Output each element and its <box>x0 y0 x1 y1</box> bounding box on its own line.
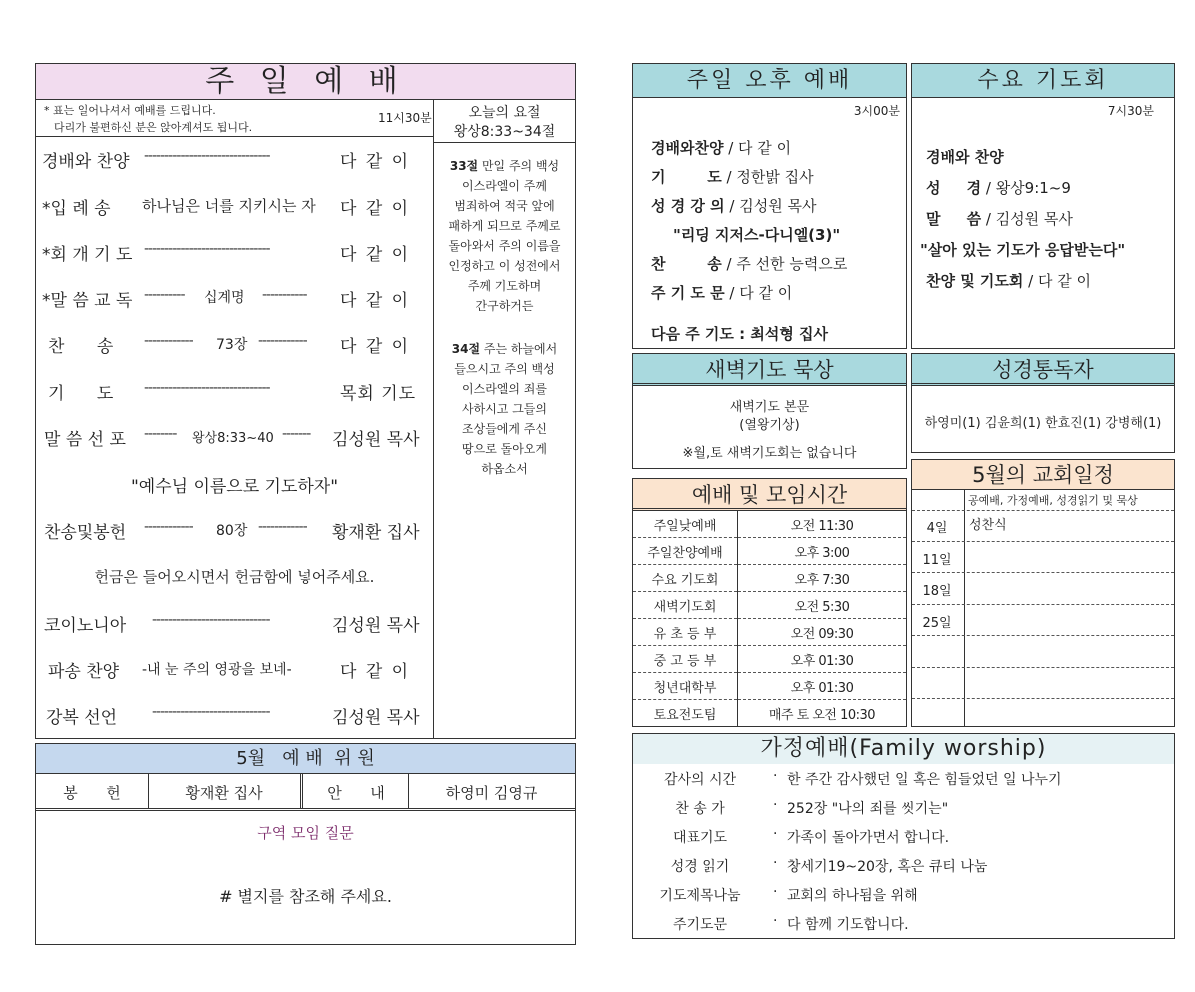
order-label-prayer: 기 도 <box>48 384 114 404</box>
schedule-name: 토요전도팀 <box>633 700 738 727</box>
group-question-note: # 별지를 참조해 주세요. <box>219 887 392 906</box>
dawn-line-3: ※월,토 새벽기도회는 없습니다 <box>682 446 857 461</box>
schedule-time: 오후 7:30 <box>738 565 907 592</box>
afternoon-row: 주 기 도 문 / 다 같 이 <box>651 284 793 302</box>
family-label: 주기도문 <box>672 917 728 933</box>
bullet-dot-icon: · <box>773 913 778 929</box>
calendar-row <box>912 699 1174 730</box>
main-slogan: "예수님 이름으로 기도하자" <box>130 477 339 497</box>
order-dash: ----------------------------- <box>152 704 270 720</box>
wednesday-title: 수요 기도회 <box>912 64 1174 98</box>
schedule-row <box>633 619 906 646</box>
order-leader-benediction: 김성원 목사 <box>332 708 420 728</box>
family-row <box>633 909 1174 938</box>
order-leader-koinonia: 김성원 목사 <box>332 616 420 636</box>
afternoon-label: 찬 송 <box>651 255 722 273</box>
main-worship-title: 주 일 예 배 <box>36 64 575 100</box>
wednesday-order <box>920 142 1126 297</box>
order-leader-offering: 황재환 집사 <box>332 523 420 543</box>
order-dash: ----------- <box>262 287 307 303</box>
afternoon-row: 기 도 / 정한밝 집사 <box>651 168 814 186</box>
family-worship-box <box>632 733 1175 939</box>
verse-34-line: 사하시고 그들의 <box>462 402 547 416</box>
order-label-repentance: *회 개 기 도 <box>42 245 133 265</box>
afternoon-row: 찬 송 / 주 선한 능력으로 <box>651 255 848 273</box>
staff-name-offering: 황재환 집사 <box>185 784 263 802</box>
order-dash: ------- <box>282 426 311 442</box>
verse-34-line: 조상들에게 주신 <box>462 422 547 436</box>
order-mid-hymn: 73장 <box>216 337 248 353</box>
verse-33-line: 간구하거든 <box>475 299 534 313</box>
calendar-day: 11일 <box>922 552 952 568</box>
family-row <box>633 851 1174 880</box>
main-note-divider <box>36 136 433 137</box>
verse-33-number: 33절 <box>449 159 479 173</box>
verse-33-line: 만일 주의 백성 <box>478 159 560 173</box>
order-dash: ------------------------------- <box>144 148 270 164</box>
schedule-name: 주일찬양예배 <box>633 538 738 565</box>
verse-33-line: 이스라엘이 주께 <box>462 179 547 193</box>
family-value: 한 주간 감사했던 일 혹은 힘들었던 일 나누기 <box>787 772 1062 788</box>
afternoon-value: 김성원 목사 <box>739 197 817 215</box>
verse-33-line: 주께 기도하며 <box>467 279 542 293</box>
schedule-name: 주일낮예배 <box>633 511 738 538</box>
verse-34 <box>434 339 575 479</box>
schedule-name: 중 고 등 부 <box>633 646 738 673</box>
family-value: 가족이 돌아가면서 합니다. <box>787 830 950 846</box>
afternoon-label: 성 경 강 의 <box>651 197 725 215</box>
afternoon-order <box>651 134 847 349</box>
verse-33-line: 인정하고 이 성전에서 <box>448 259 561 273</box>
calendar-row <box>912 510 1174 542</box>
dawn-title: 새벽기도 묵상 <box>633 354 906 386</box>
wednesday-row <box>926 142 1125 173</box>
verse-33-line: 패하게 되므로 주께로 <box>448 219 561 233</box>
family-label: 기도제목나눔 <box>659 888 741 904</box>
wednesday-theme: "살아 있는 기도가 응답받는다" <box>920 241 1126 259</box>
family-value: 다 함께 기도합니다. <box>787 917 909 933</box>
verse-title: 오늘의 요절 <box>468 105 541 121</box>
order-label-offering: 찬송및봉헌 <box>44 523 127 543</box>
bullet-dot-icon: · <box>773 797 778 813</box>
calendar-row <box>912 668 1174 700</box>
bullet-dot-icon: · <box>773 884 778 900</box>
verse-34-line: 땅으로 돌아오게 <box>462 442 547 456</box>
afternoon-row: 성 경 강 의 / 김성원 목사 <box>651 197 817 215</box>
calendar-row <box>912 605 1174 637</box>
verse-33-line: 돌아와서 주의 이름을 <box>448 239 561 253</box>
afternoon-label: 주 기 도 문 <box>651 284 725 302</box>
afternoon-next-prayer: 다음 주 기도 : 최석형 집사 <box>651 325 829 343</box>
staff-role-usher: 안 내 <box>327 784 385 802</box>
bible-readers-box <box>911 353 1175 453</box>
order-dash: ----------------------------- <box>152 612 270 628</box>
calendar-header: 공예배, 가정예배, 성경읽기 및 묵상 <box>968 494 1138 507</box>
schedule-row <box>633 565 906 592</box>
family-row <box>633 764 1174 793</box>
main-time: 11시30분 <box>378 111 432 125</box>
order-dash: ------------------------------- <box>144 380 270 396</box>
family-row <box>633 793 1174 822</box>
verse-33 <box>434 156 575 316</box>
family-value: 창세기19~20장, 혹은 큐티 나눔 <box>787 859 988 875</box>
order-label-responsive: *말 씀 교 독 <box>42 291 133 311</box>
order-leader-sermon: 김성원 목사 <box>332 430 420 450</box>
verse-34-line: 주는 하늘에서 <box>480 342 558 356</box>
order-dash: -------- <box>144 426 177 442</box>
verse-reference: 왕상8:33~34절 <box>453 124 556 140</box>
calendar-row <box>912 542 1174 574</box>
order-leader-prayer: 목회 기도 <box>340 384 417 404</box>
wednesday-row: 말 씀 / 김성원 목사 <box>926 210 1073 228</box>
family-value: 252장 "나의 죄를 씻기는" <box>787 801 949 817</box>
verse-34-number: 34절 <box>451 342 481 356</box>
schedule-time: 오전 5:30 <box>738 592 907 619</box>
bullet-dot-icon: · <box>773 768 778 784</box>
afternoon-worship-box <box>632 63 907 349</box>
order-label-koinonia: 코이노니아 <box>44 616 127 636</box>
wednesday-row: 찬양 및 기도회 / 다 같 이 <box>926 272 1091 290</box>
afternoon-value: 정한밝 집사 <box>736 168 814 186</box>
schedule-name: 수요 기도회 <box>633 565 738 592</box>
wednesday-label: 말 씀 <box>926 210 982 228</box>
wednesday-prayer-box <box>911 63 1175 349</box>
afternoon-value: 다 같 이 <box>738 139 792 157</box>
afternoon-label: 기 도 <box>651 168 722 186</box>
schedule-row <box>633 700 906 727</box>
order-dash: ------------ <box>258 519 307 535</box>
calendar-day: 18일 <box>922 584 952 599</box>
calendar-row <box>912 573 1174 605</box>
schedule-name: 청년대학부 <box>633 673 738 700</box>
order-leader-repentance: 다 같 이 <box>340 245 411 265</box>
wednesday-time: 7시30분 <box>1107 104 1154 118</box>
order-leader-praise: 다 같 이 <box>340 152 411 172</box>
afternoon-value: 주 선한 능력으로 <box>736 255 848 273</box>
calendar-event: 성찬식 <box>969 518 1007 533</box>
main-note-2: 다리가 불편하신 분은 앉아계셔도 됩니다. <box>54 121 253 134</box>
staff-role-offering: 봉 헌 <box>63 784 121 802</box>
family-label: 대표기도 <box>672 830 728 846</box>
may-staff-title: 5월 예 배 위 원 <box>36 744 575 774</box>
calendar-day: 25일 <box>922 615 952 631</box>
bullet-dot-icon: · <box>773 826 778 842</box>
family-label: 찬 송 가 <box>675 801 725 817</box>
verse-34-line: 들으시고 주의 백성 <box>454 362 555 376</box>
order-label-sermon: 말 씀 선 포 <box>44 430 126 450</box>
schedule-name: 새벽기도회 <box>633 592 738 619</box>
schedule-name: 유 초 등 부 <box>633 619 738 646</box>
family-label: 감사의 시간 <box>663 772 737 788</box>
order-mid-entrance: 하나님은 너를 지키시는 자 <box>142 197 316 215</box>
schedule-time: 매주 토 오전 10:30 <box>768 707 876 723</box>
schedule-box <box>632 478 907 727</box>
order-label-entrance: *입 례 송 <box>42 199 111 219</box>
offering-note: 헌금은 들어오시면서 헌금함에 넣어주세요. <box>94 568 375 586</box>
wednesday-label: 성 경 <box>926 179 982 197</box>
order-mid-sermon: 왕상8:33~40 <box>192 431 274 446</box>
bible-readers-title: 성경통독자 <box>912 354 1174 386</box>
order-dash: ------------ <box>258 333 307 349</box>
main-note-1: * 표는 일어나셔서 예배를 드립니다. <box>44 104 216 117</box>
schedule-title: 예배 및 모임시간 <box>633 479 906 511</box>
schedule-time: 오후 3:00 <box>738 538 907 565</box>
may-staff-row <box>36 774 575 811</box>
schedule-row <box>633 592 906 619</box>
family-row <box>633 880 1174 909</box>
dawn-line-1: 새벽기도 본문 <box>729 400 810 415</box>
wednesday-value: 다 같 이 <box>1037 272 1091 290</box>
family-value: 교회의 하나됨을 위해 <box>787 888 918 904</box>
schedule-row <box>633 511 906 538</box>
calendar-rows <box>912 510 1174 730</box>
order-mid-offering: 80장 <box>216 523 248 539</box>
order-leader-hymn: 다 같 이 <box>340 337 411 357</box>
order-leader-entrance: 다 같 이 <box>340 199 411 219</box>
order-mid-responsive: 십계명 <box>204 290 245 306</box>
calendar-box <box>911 459 1175 727</box>
afternoon-row: 경배와찬양 / 다 같 이 <box>651 139 792 157</box>
staff-name-usher: 하영미 김영규 <box>445 784 538 802</box>
afternoon-subtitle: "리딩 지저스-다니엘(3)" <box>673 226 841 244</box>
calendar-row <box>912 636 1174 668</box>
family-rows <box>633 764 1174 938</box>
wednesday-value: 왕상9:1~9 <box>995 179 1071 197</box>
order-dash: ------------------------------- <box>144 241 270 257</box>
schedule-time: 오전 09:30 <box>738 619 907 646</box>
calendar-title: 5월의 교회일정 <box>912 460 1174 490</box>
bible-readers-names: 하영미(1) 김윤희(1) 한효진(1) 강병해(1) <box>924 416 1162 431</box>
schedule-time: 오후 01:30 <box>738 646 907 673</box>
group-question-title: 구역 모임 질문 <box>257 824 354 842</box>
family-row <box>633 822 1174 851</box>
schedule-row <box>633 673 906 700</box>
family-title: 가정예배(Family worship) <box>633 734 1174 764</box>
family-label: 성경 읽기 <box>670 859 730 875</box>
order-dash: ------------ <box>144 519 193 535</box>
order-leader-responsive: 다 같 이 <box>340 291 411 311</box>
afternoon-title: 주일 오후 예배 <box>633 64 906 98</box>
schedule-table <box>633 511 906 726</box>
schedule-time: 오후 01:30 <box>738 673 907 700</box>
calendar-day: 4일 <box>926 521 948 536</box>
may-staff-box <box>35 743 576 945</box>
wednesday-row: 성 경 / 왕상9:1~9 <box>926 179 1071 197</box>
wednesday-label: 경배와 찬양 <box>926 148 1004 166</box>
order-label-hymn: 찬 송 <box>48 337 114 357</box>
afternoon-value: 다 같 이 <box>739 284 793 302</box>
order-label-praise: 경배와 찬양 <box>42 152 130 172</box>
order-dash: ---------- <box>144 287 185 303</box>
verse-34-line: 이스라엘의 죄를 <box>462 382 547 396</box>
order-mid-sending: -내 눈 주의 영광을 보네- <box>142 662 292 678</box>
main-worship-box <box>35 63 576 739</box>
verse-divider <box>434 142 575 143</box>
dawn-prayer-box <box>632 353 907 469</box>
order-leader-sending: 다 같 이 <box>340 662 411 682</box>
wednesday-value: 김성원 목사 <box>995 210 1073 228</box>
order-dash: ------------ <box>144 333 193 349</box>
wednesday-label: 찬양 및 기도회 <box>926 272 1024 290</box>
afternoon-time: 3시00분 <box>853 104 900 118</box>
schedule-time: 오전 11:30 <box>738 511 907 538</box>
bullet-dot-icon: · <box>773 855 778 871</box>
order-label-benediction: 강복 선언 <box>46 708 118 728</box>
schedule-row <box>633 538 906 565</box>
verse-33-line: 범죄하여 적국 앞에 <box>454 199 555 213</box>
dawn-line-2: (열왕기상) <box>739 418 800 433</box>
order-label-sending: 파송 찬양 <box>48 662 120 682</box>
verse-34-line: 하옵소서 <box>481 462 528 476</box>
schedule-row <box>633 646 906 673</box>
afternoon-label: 경배와찬양 <box>651 139 724 157</box>
staff-divider <box>300 774 303 808</box>
